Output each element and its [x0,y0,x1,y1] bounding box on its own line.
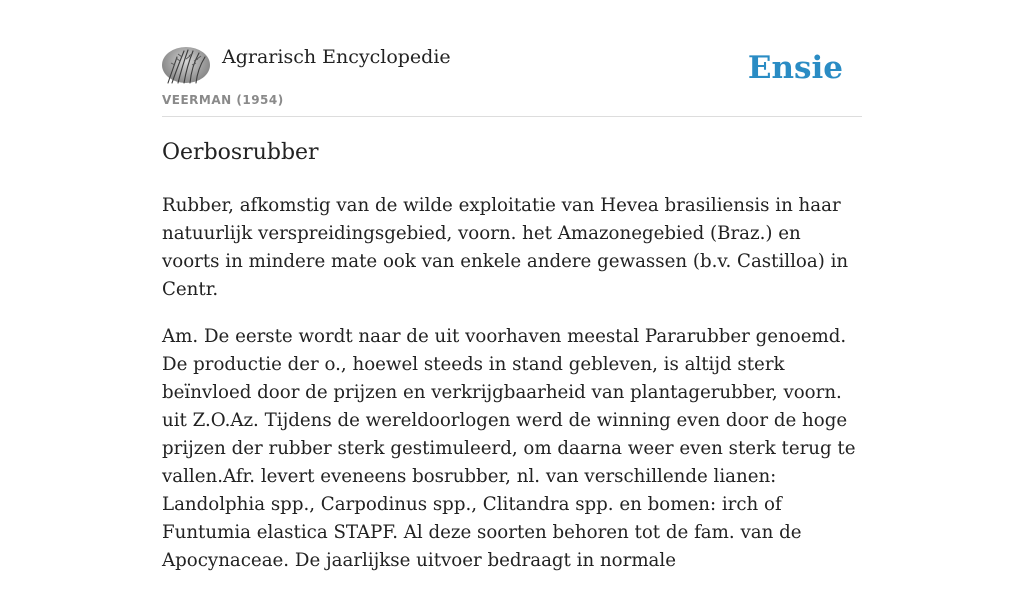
article-body [162,192,862,594]
publication-title[interactable]: Agrarisch Encyclopedie [222,46,451,68]
brand-logo[interactable]: Ensie [747,50,843,86]
article-paragraph: Am. De eerste wordt naar de uit voorhaven meestal Pararubber genoemd. De productie der o., hoewel steeds in stand gebleven, is altijd sterk beïnvloed door de prijzen en verkrijgbaarheid van plantagerubber, voorn. uit Z.O.Az. Tijdens de wereldoorlogen werd de winning even door de hoge prijzen der rubber sterk gestimuleerd, om daarna weer even sterk terug te vallen.Afr. levert eveneens bosrubber, nl. van verschillende lianen: Landolphia spp., Carpodinus spp., Clitandra spp. en bomen: irch of Funtumia elastica STAPF. Al deze soorten behoren tot de fam. van de Apocynaceae. De jaarlijkse uitvoer bedraagt in normale [162,326,856,571]
wheat-ears-logo-icon[interactable] [162,47,210,83]
author-year: VEERMAN (1954) [162,93,284,107]
article-title: Oerbosrubber [162,140,319,165]
article-paragraph: Rubber, afkomstig van de wilde exploitatie van Hevea brasiliensis in haar natuurlijk verspreidingsgebied, voorn. het Amazonegebied (Braz.) en voorts in mindere mate ook van enkele andere gewassen (b.v. Castilloa) in Centr. [162,195,849,300]
page-header [162,40,862,117]
